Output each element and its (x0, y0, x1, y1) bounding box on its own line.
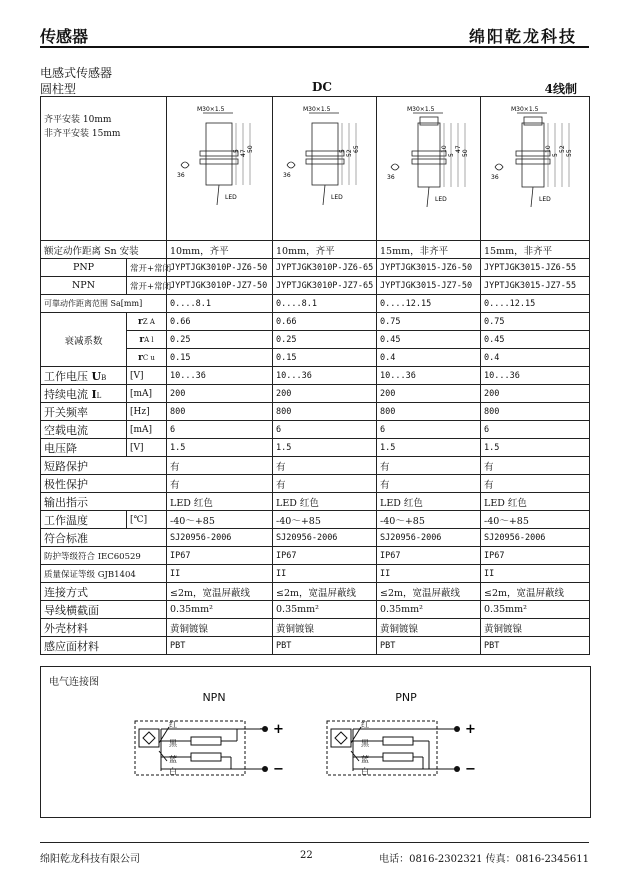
label-short: 短路保护 (41, 457, 167, 475)
cell: II (273, 565, 377, 583)
locknut-bottom (516, 159, 550, 164)
footer-contact: 电话：0816-2302321 传真：0816-2345611 (379, 854, 589, 865)
npn-label: NPN (202, 691, 226, 704)
pnp-red: 红 (361, 720, 369, 729)
wiring-diagram (41, 667, 590, 817)
mount-flush: 齐平安装 10mm (44, 115, 112, 125)
sensor-drawing-3 (377, 97, 479, 237)
cell: LED 红色 (377, 493, 481, 511)
sensor-drawing-4 (481, 97, 588, 237)
cell: 800 (167, 403, 273, 421)
cable (217, 185, 219, 205)
dimension-label: 52 (346, 149, 354, 157)
cell: 10...36 (377, 367, 481, 385)
row-noload (41, 421, 590, 439)
cell: SJ20956-2006 (273, 529, 377, 547)
sensor-body (418, 123, 440, 187)
npn-minus: − (273, 762, 284, 777)
cell: PBT (481, 637, 590, 655)
cell: 有 (481, 457, 590, 475)
label-drop: 电压降 (41, 439, 127, 457)
drawing-1 (167, 97, 273, 241)
label-temp: 工作温度 (41, 511, 127, 529)
label-npn: NPN (41, 277, 127, 295)
cell: IP67 (273, 547, 377, 565)
wiring-section (40, 666, 591, 818)
dimension-label: 50 (247, 145, 255, 153)
cell: SJ20956-2006 (481, 529, 590, 547)
row-sa (41, 295, 590, 313)
pnp-plus-terminal (454, 726, 460, 732)
npn-minus-terminal (262, 766, 268, 772)
wrench-size: 36 (283, 172, 291, 179)
thread-label: M30×1.5 (303, 106, 331, 113)
label-std: 符合标准 (41, 529, 167, 547)
sensor-face (420, 117, 438, 125)
thread-label: M30×1.5 (511, 106, 539, 113)
label-sn: 额定动作距离 Sn 安装 (41, 241, 167, 259)
cell: 0.66 (273, 313, 377, 331)
dimension-label: 5 (233, 149, 241, 153)
row-freq (41, 403, 590, 421)
pnp-white: 白 (361, 767, 369, 776)
cell: -40～+85 (273, 511, 377, 529)
cell: JYPTJGK3015-JZ6-55 (481, 259, 590, 277)
mounting-cell (41, 97, 167, 241)
atten-symbol-1: rZ A (127, 313, 167, 331)
cell: JYPTJGK3010P-JZ7-50 (167, 277, 273, 295)
cell: 有 (167, 475, 273, 493)
sensor-drawing-2 (273, 97, 375, 237)
dimension-label: 5 (339, 149, 347, 153)
locknut-bottom (412, 159, 446, 164)
cell: SJ20956-2006 (167, 529, 273, 547)
pnp-circuit (327, 721, 457, 775)
cell: IP67 (481, 547, 590, 565)
cell: JYPTJGK3010P-JZ7-65 (273, 277, 377, 295)
row-npn (41, 277, 590, 295)
cell: 0.35mm² (273, 601, 377, 619)
cell: JYPTJGK3010P-JZ6-50 (167, 259, 273, 277)
row-polarity (41, 475, 590, 493)
wire-count: 4线制 (544, 82, 577, 96)
cell: 有 (481, 475, 590, 493)
label-npn-type: 常开+常闭 (127, 277, 167, 295)
unit-noload: [mA] (127, 421, 167, 439)
cell: 10mm，齐平 (167, 241, 273, 259)
cell: 0....12.15 (481, 295, 590, 313)
cell: 800 (377, 403, 481, 421)
drawing-2 (273, 97, 377, 241)
unit-drop: [V] (127, 439, 167, 457)
led-label: LED (539, 196, 551, 203)
cell: SJ20956-2006 (377, 529, 481, 547)
cell: JYPTJGK3015-JZ7-55 (481, 277, 590, 295)
sensor-body (522, 123, 544, 187)
pnp-label: PNP (395, 691, 417, 704)
header-company: 绵阳乾龙科技 (468, 27, 577, 46)
cell: 有 (377, 475, 481, 493)
npn-circuit (135, 721, 265, 775)
cell: 0.15 (273, 349, 377, 367)
cell: II (167, 565, 273, 583)
label-indicator: 输出指示 (41, 493, 167, 511)
row-pnp (41, 259, 590, 277)
cell: 0.66 (167, 313, 273, 331)
cell: JYPTJGK3015-JZ7-50 (377, 277, 481, 295)
led-label: LED (225, 194, 237, 201)
row-voltage (41, 367, 590, 385)
cell: 0.25 (273, 331, 377, 349)
cell: 0.35mm² (481, 601, 590, 619)
cable (427, 187, 429, 207)
label-atten: 衰减系数 (41, 313, 127, 367)
pnp-black: 黑 (361, 739, 369, 748)
thread-label: M30×1.5 (407, 106, 435, 113)
row-indicator (41, 493, 590, 511)
cell: 0.35mm² (377, 601, 481, 619)
cell: 15mm，非齐平 (481, 241, 590, 259)
label-wire: 导线横截面 (41, 601, 167, 619)
dimension-label: 52 (559, 145, 567, 153)
npn-white: 白 (169, 767, 177, 776)
spec-table (40, 96, 590, 655)
cell: 有 (273, 475, 377, 493)
npn-black: 黑 (169, 739, 177, 748)
cable (531, 187, 533, 207)
cell: 0....8.1 (167, 295, 273, 313)
sensor-body (312, 123, 338, 185)
cell: 0.45 (481, 331, 590, 349)
unit-voltage: [V] (127, 367, 167, 385)
npn-blue: 蓝 (169, 755, 177, 764)
header-category: 传感器 (40, 27, 89, 46)
cell: 黄铜镀镍 (377, 619, 481, 637)
cell: LED 红色 (273, 493, 377, 511)
label-face: 感应面材料 (41, 637, 167, 655)
label-pnp: PNP (41, 259, 127, 277)
cell: 200 (481, 385, 590, 403)
row-short (41, 457, 590, 475)
label-shell: 外壳材料 (41, 619, 167, 637)
cell: II (377, 565, 481, 583)
unit-temp: [℃] (127, 511, 167, 529)
row-atten-1 (41, 313, 590, 331)
cell: 黄铜镀镍 (481, 619, 590, 637)
atten-symbol-2: rA l (127, 331, 167, 349)
power-type: DC (312, 80, 332, 94)
unit-freq: [Hz] (127, 403, 167, 421)
label-conn: 连接方式 (41, 583, 167, 601)
header-divider (40, 46, 589, 48)
drawing-3 (377, 97, 481, 241)
pnp-minus-terminal (454, 766, 460, 772)
cell: 0.35mm² (167, 601, 273, 619)
label-noload: 空载电流 (41, 421, 127, 439)
cell: 200 (377, 385, 481, 403)
cable (323, 185, 325, 205)
npn-plus: + (273, 722, 284, 737)
cell: 1.5 (167, 439, 273, 457)
label-sa: 可靠动作距离范围 Sa[mm] (41, 295, 167, 313)
label-pnp-type: 常开+常闭 (127, 259, 167, 277)
footer-company: 绵阳乾龙科技有限公司 (40, 854, 140, 865)
row-wire (41, 601, 590, 619)
dimension-label: 10 (441, 145, 449, 153)
wrench-size: 36 (387, 174, 395, 181)
drawing-4 (481, 97, 590, 241)
cell: 10...36 (481, 367, 590, 385)
cell: 0....12.15 (377, 295, 481, 313)
cell: JYPTJGK3015-JZ6-50 (377, 259, 481, 277)
cell: 800 (481, 403, 590, 421)
wrench-size: 36 (491, 174, 499, 181)
cell: LED 红色 (167, 493, 273, 511)
sensor-face (524, 117, 542, 125)
row-std (41, 529, 590, 547)
label-polarity: 极性保护 (41, 475, 167, 493)
wrench-size: 36 (177, 172, 185, 179)
row-face (41, 637, 590, 655)
label-voltage: 工作电压 UB (41, 367, 127, 385)
cell: PBT (377, 637, 481, 655)
row-qa (41, 565, 590, 583)
cell: 1.5 (481, 439, 590, 457)
row-shell (41, 619, 590, 637)
cell: LED 红色 (481, 493, 590, 511)
row-temp (41, 511, 590, 529)
cell: 6 (273, 421, 377, 439)
label-ip: 防护等级符合 IEC60529 (41, 547, 167, 565)
cell: 800 (273, 403, 377, 421)
page-number: 22 (300, 850, 313, 861)
cell: PBT (273, 637, 377, 655)
cell: ≤2m，宽温屏蔽线 (377, 583, 481, 601)
cell: 6 (167, 421, 273, 439)
cell: -40～+85 (167, 511, 273, 529)
cell: 0.75 (481, 313, 590, 331)
wrench-icon (495, 164, 503, 170)
wrench-icon (181, 162, 189, 168)
cell: 1.5 (273, 439, 377, 457)
cell: ≤2m，宽温屏蔽线 (167, 583, 273, 601)
cell: 有 (167, 457, 273, 475)
cell: 黄铜镀镍 (273, 619, 377, 637)
cell: IP67 (167, 547, 273, 565)
cell: 10mm，齐平 (273, 241, 377, 259)
cell: IP67 (377, 547, 481, 565)
dimension-label: 55 (566, 149, 574, 157)
cell: 200 (273, 385, 377, 403)
cell: ≤2m，宽温屏蔽线 (481, 583, 590, 601)
cell: 1.5 (377, 439, 481, 457)
dimension-label: 10 (545, 145, 553, 153)
dimension-label: 5 (552, 153, 560, 157)
sensor-body (206, 123, 232, 185)
footer-divider (40, 842, 589, 843)
dimension-label: 5 (448, 153, 456, 157)
row-ip (41, 547, 590, 565)
cell: 200 (167, 385, 273, 403)
wiring-title: 电气连接图 (49, 677, 99, 688)
unit-current: [mA] (127, 385, 167, 403)
cell: 10...36 (167, 367, 273, 385)
cell: 0.75 (377, 313, 481, 331)
pnp-blue: 蓝 (361, 755, 369, 764)
cell: 0.25 (167, 331, 273, 349)
atten-symbol-3: rC u (127, 349, 167, 367)
cell: JYPTJGK3010P-JZ6-65 (273, 259, 377, 277)
doc-title: 电感式传感器 (40, 66, 113, 80)
cell: 6 (377, 421, 481, 439)
dimension-label: 50 (462, 149, 470, 157)
pnp-minus: − (465, 762, 476, 777)
cell: 0.15 (167, 349, 273, 367)
npn-red: 红 (169, 720, 177, 729)
cell: -40～+85 (481, 511, 590, 529)
led-label: LED (435, 196, 447, 203)
cell: 10...36 (273, 367, 377, 385)
row-conn (41, 583, 590, 601)
cell: 有 (377, 457, 481, 475)
led-label: LED (331, 194, 343, 201)
cell: 0....8.1 (273, 295, 377, 313)
cell: II (481, 565, 590, 583)
dimension-label: 47 (240, 149, 248, 157)
row-current (41, 385, 590, 403)
cell: -40～+85 (377, 511, 481, 529)
row-drop (41, 439, 590, 457)
dimension-label: 47 (455, 145, 463, 153)
label-freq: 开关频率 (41, 403, 127, 421)
pnp-plus: + (465, 722, 476, 737)
dimension-label: 65 (353, 145, 361, 153)
cell: 黄铜镀镍 (167, 619, 273, 637)
row-sn (41, 241, 590, 259)
cell: PBT (167, 637, 273, 655)
cell: 有 (273, 457, 377, 475)
doc-subtitle: 圆柱型 (40, 82, 77, 96)
cell: 0.4 (377, 349, 481, 367)
npn-plus-terminal (262, 726, 268, 732)
sensor-drawing-1 (167, 97, 271, 237)
cell: 0.45 (377, 331, 481, 349)
cell: 6 (481, 421, 590, 439)
mount-nonflush: 非齐平安装 15mm (44, 129, 121, 139)
label-current: 持续电流 IL (41, 385, 127, 403)
cell: ≤2m，宽温屏蔽线 (273, 583, 377, 601)
cell: 0.4 (481, 349, 590, 367)
cell: 15mm，非齐平 (377, 241, 481, 259)
wrench-icon (391, 164, 399, 170)
wrench-icon (287, 162, 295, 168)
thread-label: M30×1.5 (197, 106, 225, 113)
label-qa: 质量保证等级 GJB1404 (41, 565, 167, 583)
